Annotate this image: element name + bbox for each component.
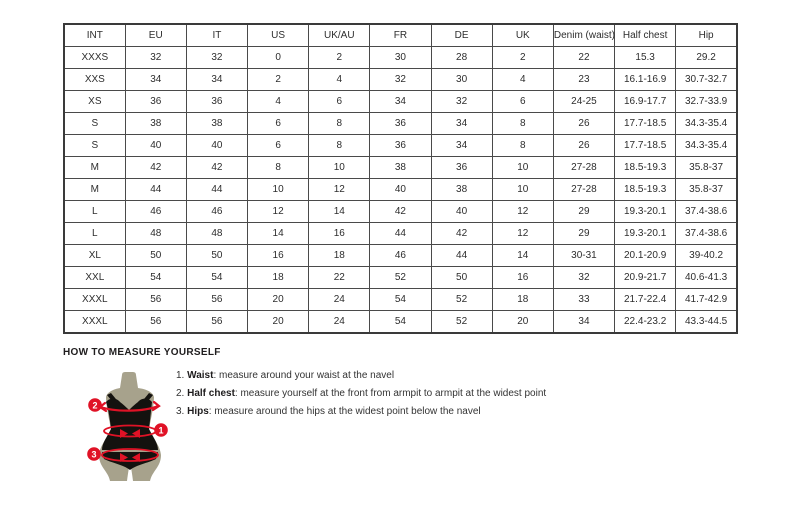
table-cell: 10 bbox=[248, 179, 309, 201]
table-cell: 0 bbox=[248, 47, 309, 69]
table-cell: 54 bbox=[370, 289, 431, 311]
table-cell: 18.5-19.3 bbox=[615, 179, 676, 201]
table-cell: 32 bbox=[431, 91, 492, 113]
table-cell: 23 bbox=[553, 69, 614, 91]
table-cell: 35.8-37 bbox=[676, 157, 737, 179]
column-header: US bbox=[248, 24, 309, 47]
table-cell: XXXL bbox=[64, 311, 125, 334]
measure-instructions-list bbox=[176, 370, 546, 424]
table-cell: 37.4-38.6 bbox=[676, 201, 737, 223]
item-label: Half chest bbox=[187, 388, 235, 399]
table-cell: 4 bbox=[309, 69, 370, 91]
table-cell: 36 bbox=[370, 135, 431, 157]
table-row bbox=[64, 157, 737, 179]
table-cell: 12 bbox=[309, 179, 370, 201]
size-table-head bbox=[64, 24, 737, 47]
table-cell: 2 bbox=[248, 69, 309, 91]
table-cell: 16 bbox=[492, 267, 553, 289]
table-cell: 17.7-18.5 bbox=[615, 113, 676, 135]
table-cell: 44 bbox=[186, 179, 247, 201]
table-cell: 8 bbox=[309, 135, 370, 157]
table-cell: XXXS bbox=[64, 47, 125, 69]
table-cell: 42 bbox=[186, 157, 247, 179]
table-cell: 15.3 bbox=[615, 47, 676, 69]
table-cell: 8 bbox=[492, 113, 553, 135]
size-table-body bbox=[64, 47, 737, 334]
column-header: FR bbox=[370, 24, 431, 47]
table-cell: 6 bbox=[248, 113, 309, 135]
item-label: Hips bbox=[187, 406, 209, 417]
table-cell: 56 bbox=[125, 289, 186, 311]
table-cell: 38 bbox=[186, 113, 247, 135]
hips-badge-number: 3 bbox=[91, 449, 97, 460]
column-header: INT bbox=[64, 24, 125, 47]
table-cell: 27-28 bbox=[553, 179, 614, 201]
table-cell: 24 bbox=[309, 311, 370, 334]
table-cell: 21.7-22.4 bbox=[615, 289, 676, 311]
table-cell: 18.5-19.3 bbox=[615, 157, 676, 179]
table-row bbox=[64, 91, 737, 113]
table-row bbox=[64, 267, 737, 289]
table-cell: 30.7-32.7 bbox=[676, 69, 737, 91]
table-cell: 44 bbox=[125, 179, 186, 201]
table-cell: 16.9-17.7 bbox=[615, 91, 676, 113]
table-row bbox=[64, 113, 737, 135]
table-cell: 16.1-16.9 bbox=[615, 69, 676, 91]
table-cell: 48 bbox=[186, 223, 247, 245]
column-header: Half chest bbox=[615, 24, 676, 47]
table-cell: 40 bbox=[125, 135, 186, 157]
column-header: DE bbox=[431, 24, 492, 47]
table-cell: 14 bbox=[309, 201, 370, 223]
measure-instruction-waist bbox=[176, 370, 546, 381]
item-text: : measure around your waist at the navel bbox=[213, 370, 395, 381]
chest-badge-number: 2 bbox=[92, 400, 98, 411]
table-cell: 44 bbox=[370, 223, 431, 245]
table-row bbox=[64, 47, 737, 69]
table-cell: 12 bbox=[248, 201, 309, 223]
table-cell: XL bbox=[64, 245, 125, 267]
table-cell: 56 bbox=[125, 311, 186, 334]
table-cell: 50 bbox=[186, 245, 247, 267]
table-cell: 42 bbox=[125, 157, 186, 179]
table-cell: 8 bbox=[492, 135, 553, 157]
item-text: : measure yourself at the front from armpit to armpit at the widest point bbox=[234, 388, 547, 399]
table-cell: S bbox=[64, 113, 125, 135]
table-cell: 36 bbox=[125, 91, 186, 113]
table-cell: 37.4-38.6 bbox=[676, 223, 737, 245]
table-cell: 34.3-35.4 bbox=[676, 135, 737, 157]
table-cell: 46 bbox=[125, 201, 186, 223]
table-row bbox=[64, 69, 737, 91]
table-row bbox=[64, 223, 737, 245]
table-cell: 34 bbox=[553, 311, 614, 334]
table-cell: 40 bbox=[370, 179, 431, 201]
table-cell: 14 bbox=[248, 223, 309, 245]
table-cell: 29 bbox=[553, 223, 614, 245]
table-cell: 14 bbox=[492, 245, 553, 267]
table-cell: 38 bbox=[431, 179, 492, 201]
table-cell: 44 bbox=[431, 245, 492, 267]
table-cell: 6 bbox=[309, 91, 370, 113]
measure-instruction-half-chest bbox=[176, 388, 546, 399]
table-row bbox=[64, 289, 737, 311]
table-cell: M bbox=[64, 179, 125, 201]
item-label: Waist bbox=[187, 370, 214, 381]
measure-instruction-hips bbox=[176, 406, 546, 417]
table-cell: 18 bbox=[248, 267, 309, 289]
table-cell: 29 bbox=[553, 201, 614, 223]
table-cell: 32 bbox=[186, 47, 247, 69]
table-cell: 24 bbox=[309, 289, 370, 311]
table-cell: 16 bbox=[248, 245, 309, 267]
table-cell: 10 bbox=[492, 157, 553, 179]
table-cell: 35.8-37 bbox=[676, 179, 737, 201]
table-cell: XXL bbox=[64, 267, 125, 289]
table-cell: 4 bbox=[248, 91, 309, 113]
table-cell: 40 bbox=[431, 201, 492, 223]
table-cell: 19.3-20.1 bbox=[615, 223, 676, 245]
table-cell: 17.7-18.5 bbox=[615, 135, 676, 157]
table-cell: 22 bbox=[553, 47, 614, 69]
table-cell: 54 bbox=[125, 267, 186, 289]
table-row bbox=[64, 245, 737, 267]
table-cell: L bbox=[64, 223, 125, 245]
table-cell: 32 bbox=[553, 267, 614, 289]
table-cell: 26 bbox=[553, 135, 614, 157]
column-header: Hip bbox=[676, 24, 737, 47]
item-text: : measure around the hips at the widest point below the navel bbox=[208, 406, 481, 417]
table-cell: 42 bbox=[431, 223, 492, 245]
column-header: UK/AU bbox=[309, 24, 370, 47]
table-cell: 18 bbox=[309, 245, 370, 267]
table-cell: 32.7-33.9 bbox=[676, 91, 737, 113]
table-cell: 33 bbox=[553, 289, 614, 311]
table-cell: 22.4-23.2 bbox=[615, 311, 676, 334]
table-cell: XXS bbox=[64, 69, 125, 91]
table-cell: XXXL bbox=[64, 289, 125, 311]
table-cell: 40 bbox=[186, 135, 247, 157]
table-cell: 40.6-41.3 bbox=[676, 267, 737, 289]
table-cell: 56 bbox=[186, 289, 247, 311]
table-cell: 20.1-20.9 bbox=[615, 245, 676, 267]
table-cell: 30 bbox=[370, 47, 431, 69]
item-number: 3. bbox=[176, 406, 185, 417]
table-cell: 18 bbox=[492, 289, 553, 311]
table-cell: 38 bbox=[125, 113, 186, 135]
table-row bbox=[64, 179, 737, 201]
table-cell: 19.3-20.1 bbox=[615, 201, 676, 223]
table-cell: 32 bbox=[125, 47, 186, 69]
table-row bbox=[64, 135, 737, 157]
table-cell: 32 bbox=[370, 69, 431, 91]
table-cell: 52 bbox=[431, 311, 492, 334]
table-cell: 6 bbox=[492, 91, 553, 113]
table-cell: 39-40.2 bbox=[676, 245, 737, 267]
table-cell: 34 bbox=[370, 91, 431, 113]
table-cell: 22 bbox=[309, 267, 370, 289]
table-cell: 24-25 bbox=[553, 91, 614, 113]
table-cell: 56 bbox=[186, 311, 247, 334]
table-row bbox=[64, 201, 737, 223]
table-cell: 46 bbox=[370, 245, 431, 267]
table-cell: 36 bbox=[431, 157, 492, 179]
table-cell: 20 bbox=[248, 311, 309, 334]
table-cell: 54 bbox=[370, 311, 431, 334]
item-number: 2. bbox=[176, 388, 185, 399]
table-cell: 16 bbox=[309, 223, 370, 245]
table-cell: 28 bbox=[431, 47, 492, 69]
table-cell: 29.2 bbox=[676, 47, 737, 69]
table-cell: 12 bbox=[492, 201, 553, 223]
table-cell: 20.9-21.7 bbox=[615, 267, 676, 289]
table-cell: 10 bbox=[492, 179, 553, 201]
table-cell: 27-28 bbox=[553, 157, 614, 179]
table-cell: XS bbox=[64, 91, 125, 113]
table-cell: 36 bbox=[186, 91, 247, 113]
table-cell: 34 bbox=[186, 69, 247, 91]
table-cell: 34 bbox=[431, 135, 492, 157]
waist-badge-number: 1 bbox=[158, 425, 164, 436]
table-cell: M bbox=[64, 157, 125, 179]
table-cell: 4 bbox=[492, 69, 553, 91]
table-cell: 34 bbox=[431, 113, 492, 135]
table-cell: 20 bbox=[248, 289, 309, 311]
table-cell: 2 bbox=[492, 47, 553, 69]
table-cell: 50 bbox=[431, 267, 492, 289]
table-cell: 30 bbox=[431, 69, 492, 91]
table-row bbox=[64, 311, 737, 334]
table-cell: 34.3-35.4 bbox=[676, 113, 737, 135]
column-header: UK bbox=[492, 24, 553, 47]
table-cell: 20 bbox=[492, 311, 553, 334]
table-cell: 12 bbox=[492, 223, 553, 245]
table-cell: S bbox=[64, 135, 125, 157]
size-table-head-row bbox=[64, 24, 737, 47]
table-cell: 46 bbox=[186, 201, 247, 223]
table-cell: 30-31 bbox=[553, 245, 614, 267]
column-header: Denim (waist) bbox=[553, 24, 614, 47]
item-number: 1. bbox=[176, 370, 185, 381]
table-cell: 8 bbox=[309, 113, 370, 135]
table-cell: 54 bbox=[186, 267, 247, 289]
table-cell: 52 bbox=[370, 267, 431, 289]
table-cell: 48 bbox=[125, 223, 186, 245]
table-cell: 2 bbox=[309, 47, 370, 69]
measurement-figure-illustration bbox=[74, 371, 186, 503]
measure-section-heading: HOW TO MEASURE YOURSELF bbox=[63, 347, 221, 358]
table-cell: 38 bbox=[370, 157, 431, 179]
table-cell: 41.7-42.9 bbox=[676, 289, 737, 311]
table-cell: 42 bbox=[370, 201, 431, 223]
table-cell: 50 bbox=[125, 245, 186, 267]
size-conversion-table bbox=[63, 23, 738, 334]
table-cell: 26 bbox=[553, 113, 614, 135]
table-cell: L bbox=[64, 201, 125, 223]
table-cell: 52 bbox=[431, 289, 492, 311]
table-cell: 34 bbox=[125, 69, 186, 91]
table-cell: 10 bbox=[309, 157, 370, 179]
table-cell: 8 bbox=[248, 157, 309, 179]
column-header: EU bbox=[125, 24, 186, 47]
table-cell: 36 bbox=[370, 113, 431, 135]
table-cell: 6 bbox=[248, 135, 309, 157]
column-header: IT bbox=[186, 24, 247, 47]
table-cell: 43.3-44.5 bbox=[676, 311, 737, 334]
